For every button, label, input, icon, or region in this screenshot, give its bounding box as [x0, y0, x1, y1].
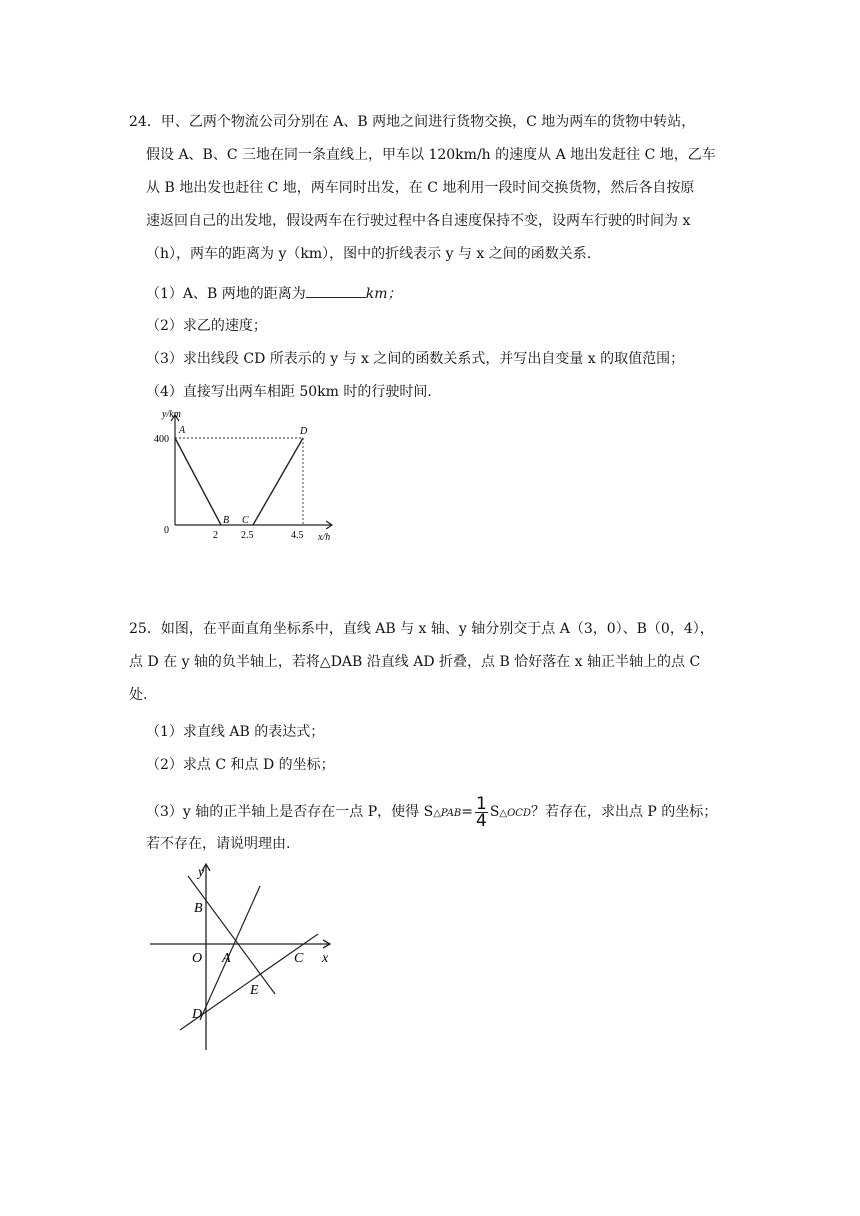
label-o: O	[192, 951, 203, 966]
label-e: E	[250, 983, 259, 998]
q24-part-1-text: （1）A、B 两地的距离为	[146, 286, 306, 302]
q25-part-1: （1）求直线 AB 的表达式；	[146, 724, 325, 740]
q25-line-2: 点 D 在 y 轴的负半轴上，若将△DAB 沿直线 AD 折叠，点 B 恰好落在 x 轴正半轴上的点 C	[129, 654, 701, 670]
y-axis-label: y/km	[162, 409, 181, 420]
x-axis-label: x/h	[318, 532, 331, 543]
q24-line-5: （h），两车的距离为 y（km），图中的折线表示 y 与 x 之间的函数关系.	[146, 246, 592, 262]
q25-line-3: 处.	[129, 687, 148, 703]
q24-part-1	[146, 283, 402, 304]
label-400: 400	[154, 434, 169, 445]
segment-cd	[253, 438, 303, 525]
label-b: B	[223, 515, 230, 526]
q25-part-4: 若不存在，请说明理由.	[146, 836, 291, 852]
fraction-numerator: 1	[476, 793, 487, 814]
label-a: A	[222, 951, 231, 966]
label-c: C	[242, 515, 249, 526]
tick-2: 2	[213, 530, 218, 541]
area-symbol: S	[489, 804, 500, 820]
q25-part-3	[146, 790, 717, 836]
label-b: B	[194, 901, 203, 916]
label-c: C	[294, 951, 304, 966]
q25-part-3-tail: ？若存在，求出点 P 的坐标；	[530, 804, 718, 820]
q24-graph	[154, 405, 350, 550]
q24-part-3: （3）求出线段 CD 所表示的 y 与 x 之间的函数关系式，并写出自变量 x 的取值范围；	[146, 351, 685, 367]
label-d: D	[300, 426, 308, 437]
q24-line-2: 假设 A、B、C 三地在同一条直线上，甲车以 120km/h 的速度从 A 地出发赶往 C 地，乙车	[146, 147, 716, 163]
q25-line-1: 25．如图，在平面直角坐标系中，直线 AB 与 x 轴、y 轴分别交于点 A（3，0）、B（0，4），	[129, 621, 714, 637]
label-origin: 0	[164, 525, 169, 536]
q24-part-2: （2）求乙的速度；	[146, 318, 267, 334]
q25-graph	[140, 860, 350, 1055]
fraction-denominator: 4	[476, 810, 487, 831]
tick-4-5: 4.5	[291, 530, 304, 541]
label-y: y	[198, 865, 205, 880]
label-a: A	[179, 425, 186, 436]
q24-line-1: 24．甲、乙两个物流公司分别在 A、B 两地之间进行货物交换，C 地为两车的货物中转站，	[129, 114, 696, 130]
line-ab	[188, 876, 275, 994]
label-d: D	[192, 1007, 203, 1022]
q24-part-4: （4）直接写出两车相距 50km 时的行驶时间.	[146, 384, 432, 400]
q25-part-2: （2）求点 C 和点 D 的坐标；	[146, 757, 335, 773]
tick-2-5: 2.5	[241, 530, 254, 541]
label-x: x	[322, 951, 329, 966]
q24-part-1-unit: km；	[365, 286, 402, 302]
equals-sign: =	[461, 804, 473, 820]
segment-ab	[175, 438, 221, 525]
answer-blank	[306, 283, 366, 298]
q25-part-3-text: （3）y 轴的正半轴上是否存在一点 P，使得 S	[146, 804, 434, 820]
subscript-pab: △PAB	[433, 808, 462, 819]
q24-line-3: 从 B 地出发也赶往 C 地，两车同时出发，在 C 地利用一段时间交换货物，然后各自按原	[146, 180, 695, 196]
subscript-ocd: △OCD	[499, 808, 531, 819]
fraction-one-quarter	[475, 793, 488, 831]
q24-line-4: 速返回自己的出发地，假设两车在行驶过程中各自速度保持不变，设两车行驶的时间为 x	[146, 213, 691, 229]
